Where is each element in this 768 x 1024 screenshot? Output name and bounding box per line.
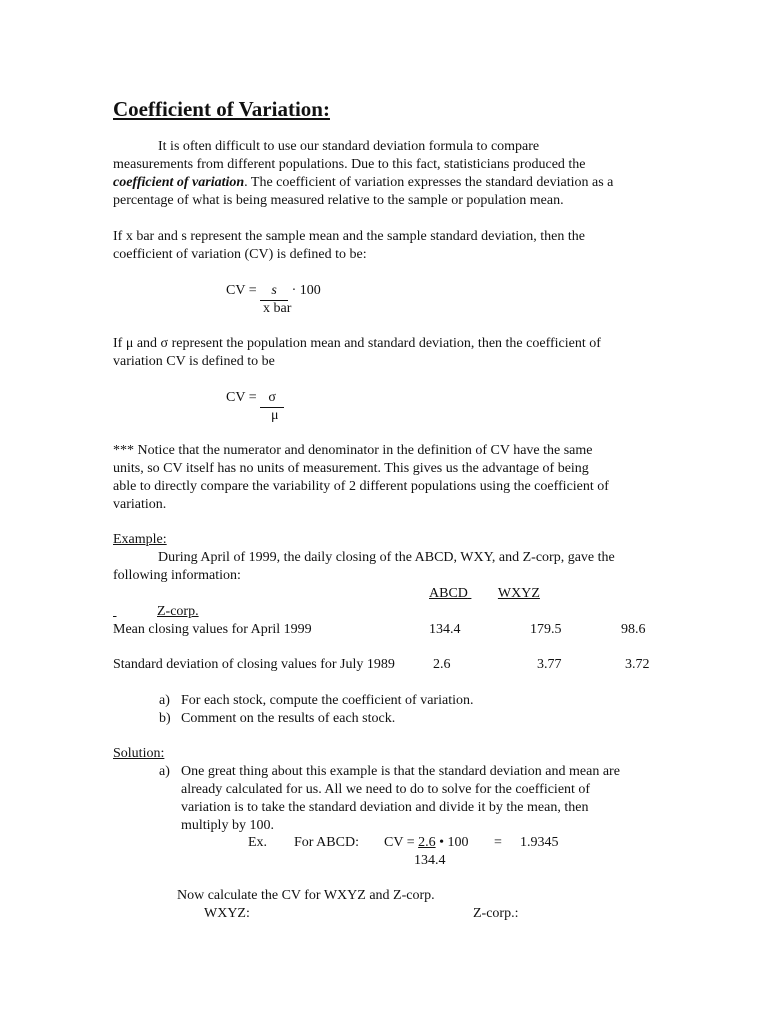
- formula-numerator: σ: [260, 389, 284, 408]
- notice-line-1: *** Notice that the numerator and denominator in the definition of CV have the same: [113, 443, 593, 458]
- solution-line-1: One great thing about this example is that the standard deviation and mean are: [181, 764, 620, 779]
- formula-lhs: CV =: [384, 835, 419, 850]
- notice-line-4: variation.: [113, 497, 167, 512]
- row-stdev-label: Standard deviation of closing values for July 1989: [113, 657, 395, 672]
- solution-line-3: variation is to take the standard deviation and divide it by the mean, then: [181, 800, 589, 815]
- solution-paragraph: [181, 763, 661, 835]
- task-b-marker: b): [159, 711, 171, 726]
- sample-cv-formula: [226, 282, 321, 301]
- intro-line-1: It is often difficult to use our standard deviation formula to compare: [158, 139, 540, 154]
- header-spacer: [113, 603, 157, 621]
- formula-lhs: CV =: [226, 390, 261, 405]
- worked-example-denominator: 134.4: [414, 853, 446, 868]
- task-b-text: Comment on the results of each stock.: [181, 711, 396, 726]
- page-title: Coefficient of Variation:: [113, 97, 330, 121]
- column-header-zcorp-row: [113, 603, 199, 621]
- sample-formula-denominator: x bar: [263, 301, 292, 316]
- solution-line-4: multiply by 100.: [181, 818, 274, 833]
- example-line-2: following information:: [113, 568, 241, 583]
- intro-line-4: percentage of what is being measured relative to the sample or population mean.: [113, 193, 564, 208]
- worked-example-equals: =: [494, 835, 502, 850]
- term-coefficient-of-variation: coefficient of variation: [113, 175, 245, 190]
- row-stdev-abcd: 2.6: [433, 657, 451, 672]
- zcorp-answer-label: Z-corp.:: [473, 906, 519, 921]
- row-stdev-wxyz: 3.77: [537, 657, 562, 672]
- task-a-marker: a): [159, 693, 170, 708]
- worked-example-for: For ABCD:: [294, 835, 359, 850]
- solution-heading: Solution:: [113, 746, 165, 761]
- population-def-line-1: If μ and σ represent the population mean and standard deviation, then the coefficient of: [113, 336, 601, 351]
- column-header-zcorp: Z-corp.: [157, 604, 199, 619]
- now-calculate-text: Now calculate the CV for WXYZ and Z-corp.: [177, 888, 435, 903]
- formula-numerator: 2.6: [418, 835, 436, 850]
- population-formula-denominator: μ: [271, 408, 279, 423]
- example-heading: Example:: [113, 532, 167, 547]
- intro-paragraph: [113, 138, 658, 210]
- row-mean-zcorp: 98.6: [621, 622, 646, 637]
- worked-example-formula: [384, 834, 469, 852]
- row-mean-label: Mean closing values for April 1999: [113, 622, 312, 637]
- intro-line-2: measurements from different populations. Due to this fact, statisticians produced the: [113, 157, 586, 172]
- formula-lhs: CV =: [226, 283, 261, 298]
- formula-times: • 100: [435, 835, 469, 850]
- notice-line-3: able to directly compare the variability of 2 different populations using the coefficient of: [113, 479, 609, 494]
- formula-numerator: s: [260, 282, 288, 301]
- column-header-wxyz: WXYZ: [497, 586, 540, 601]
- population-definition: [113, 335, 658, 371]
- sample-def-line-2: coefficient of variation (CV) is defined to be:: [113, 247, 367, 262]
- example-intro: [113, 549, 658, 585]
- intro-line-3: [113, 174, 658, 192]
- row-stdev-zcorp: 3.72: [625, 657, 650, 672]
- solution-line-2: already calculated for us. All we need to do to solve for the coefficient of: [181, 782, 591, 797]
- worked-example-label: Ex.: [248, 835, 268, 850]
- row-mean-abcd: 134.4: [429, 622, 461, 637]
- formula-times: · 100: [288, 283, 321, 298]
- sample-def-line-1: If x bar and s represent the sample mean and the sample standard deviation, then the: [113, 229, 585, 244]
- example-line-1: During April of 1999, the daily closing of the ABCD, WXY, and Z-corp, gave the: [158, 550, 615, 565]
- solution-a-marker: a): [159, 764, 170, 779]
- column-headers: [429, 585, 587, 603]
- header-spacer: [468, 585, 498, 603]
- column-header-abcd: ABCD: [429, 586, 468, 601]
- notice-paragraph: [113, 442, 658, 514]
- population-cv-formula: [226, 389, 284, 408]
- notice-line-2: units, so CV itself has no units of measurement. This gives us the advantage of being: [113, 461, 589, 476]
- row-mean-wxyz: 179.5: [530, 622, 562, 637]
- sample-definition: [113, 228, 658, 264]
- population-def-line-2: variation CV is defined to be: [113, 354, 275, 369]
- intro-line-3-rest: . The coefficient of variation expresses the standard deviation as a: [244, 175, 614, 190]
- task-a-text: For each stock, compute the coefficient of variation.: [181, 693, 474, 708]
- worked-example-result: 1.9345: [520, 835, 559, 850]
- wxyz-answer-label: WXYZ:: [204, 906, 250, 921]
